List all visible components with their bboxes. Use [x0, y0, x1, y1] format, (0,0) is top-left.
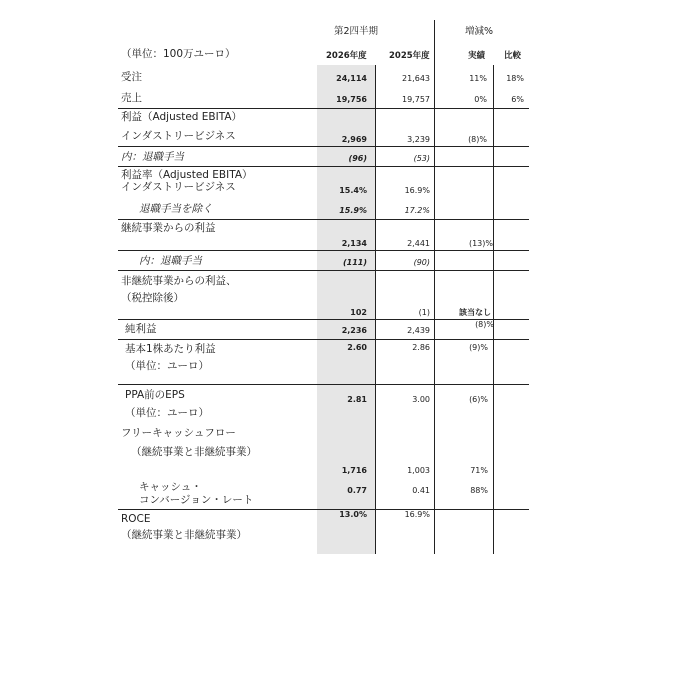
prior-value: 1,003 [407, 466, 430, 475]
prior-value: (90) [413, 258, 430, 267]
row-sublabel: （税控除後） [121, 292, 184, 304]
change-comparable: 18% [506, 74, 524, 83]
row-divider [118, 270, 529, 271]
prior-value: 3.00 [412, 395, 430, 404]
change-actual: (6)% [469, 395, 488, 404]
current-value: 2,134 [341, 239, 367, 248]
row-sublabel: インダストリービジネス [121, 181, 236, 193]
current-value: 2,969 [341, 135, 367, 144]
prior-value: 3,239 [407, 135, 430, 144]
row-label: 内：退職手当 [139, 255, 202, 267]
change-actual: 11% [469, 74, 487, 83]
current-value: 102 [350, 308, 367, 317]
change-header: 増減% [465, 26, 494, 37]
prior-value: 16.9% [404, 186, 430, 195]
current-value: 2.81 [347, 395, 367, 404]
row-label: 利益（Adjusted EBITA） [121, 111, 243, 123]
row-label: 退職手当を除く [139, 203, 213, 215]
current-value: 24,114 [336, 74, 367, 83]
prior-value: 2,439 [407, 326, 430, 335]
row-divider [118, 339, 529, 340]
row-divider [118, 166, 529, 167]
row-divider [118, 509, 529, 510]
change-actual: 71% [470, 466, 488, 475]
row-divider [118, 250, 529, 251]
row-label: 継続事業からの利益 [121, 222, 216, 234]
row-label: 非継続事業からの利益、 [121, 275, 237, 287]
prior-year-header: 2025年度 [389, 51, 430, 61]
current-value: 2.60 [347, 343, 367, 352]
change-actual: 該当なし [459, 308, 491, 317]
change-actual: (9)% [469, 343, 488, 352]
change-actual: 88% [470, 486, 488, 495]
row-label: ROCE [121, 513, 151, 525]
row-label: 受注 [121, 71, 142, 83]
comparable-header: 比較 [504, 51, 522, 61]
current-value: 1,716 [341, 466, 367, 475]
change-actual: 0% [474, 95, 487, 104]
row-sublabel: （継続事業と非継続事業） [131, 446, 257, 458]
current-year-header: 2026年度 [326, 51, 367, 61]
change-actual: (13)% [468, 239, 493, 248]
row-divider [118, 108, 529, 109]
column-rule [493, 65, 494, 554]
current-value: 15.4% [339, 186, 367, 195]
current-value: (111) [342, 258, 367, 267]
current-value: 13.0% [339, 510, 367, 519]
change-comparable: 6% [511, 95, 524, 104]
prior-value: 0.41 [412, 486, 430, 495]
row-sublabel: コンバージョン・レート [139, 494, 254, 506]
prior-value: (1) [418, 308, 430, 317]
actual-header: 実績 [468, 51, 486, 61]
row-label: 利益率（Adjusted EBITA） [121, 169, 253, 181]
current-value: 15.9% [339, 206, 367, 215]
current-value: (96) [348, 154, 367, 163]
prior-value: 2,441 [407, 239, 430, 248]
prior-value: (53) [413, 154, 430, 163]
row-sublabel: インダストリービジネス [121, 130, 236, 142]
prior-value: 21,643 [402, 74, 430, 83]
row-label: 純利益 [125, 323, 157, 335]
row-divider [118, 146, 529, 147]
row-label: キャッシュ・ [139, 481, 202, 493]
prior-value: 16.9% [404, 510, 430, 519]
row-sublabel: （単位：ユーロ） [125, 407, 209, 419]
row-sublabel: （継続事業と非継続事業） [121, 529, 247, 541]
change-actual: (8)% [475, 320, 494, 329]
row-divider [118, 319, 529, 320]
prior-value: 17.2% [404, 206, 430, 215]
row-divider [118, 219, 529, 220]
quarter-header: 第2四半期 [334, 26, 379, 37]
prior-value: 2.86 [412, 343, 430, 352]
row-label: PPA前のEPS [125, 389, 185, 401]
current-value: 2,236 [341, 326, 367, 335]
current-value: 0.77 [347, 486, 367, 495]
row-divider [118, 384, 529, 385]
change-actual: (8)% [468, 135, 487, 144]
unit-label: （単位：100万ユーロ） [121, 48, 236, 60]
row-label: 内：退職手当 [121, 151, 184, 163]
row-sublabel: （単位：ユーロ） [125, 360, 209, 372]
row-label: 基本1株あたり利益 [125, 343, 216, 355]
row-label: 売上 [121, 92, 142, 104]
prior-value: 19,757 [402, 95, 430, 104]
current-value: 19,756 [336, 95, 367, 104]
row-label: フリーキャッシュフロー [121, 427, 236, 439]
